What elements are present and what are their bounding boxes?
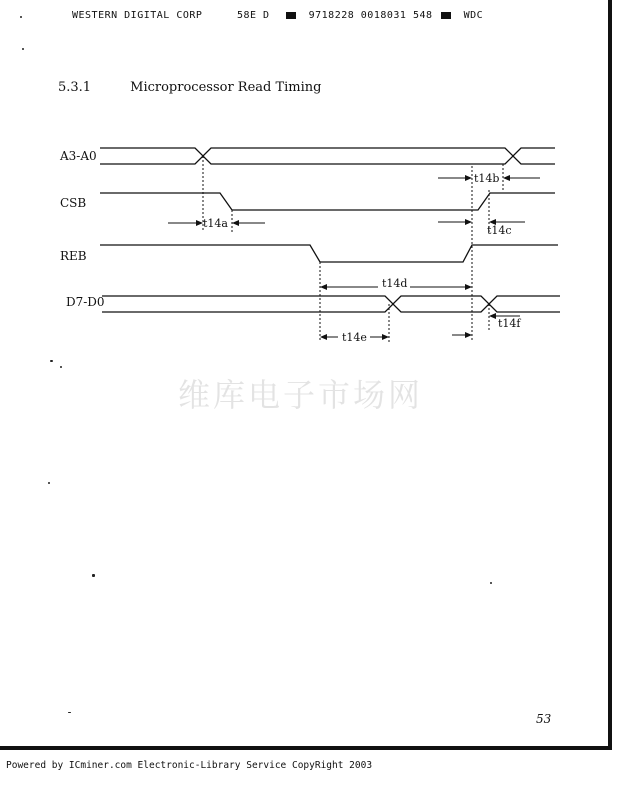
- timing-t14e: [320, 331, 472, 344]
- signal-label-reb: REB: [60, 249, 87, 263]
- scan-speck: [490, 582, 492, 584]
- timing-t14c: [438, 219, 525, 237]
- reference-lines: [203, 156, 503, 342]
- footer-copyright: Powered by ICminer.com Electronic-Library Service CopyRight 2003: [6, 760, 373, 771]
- header-doc-number: 9718228 0018031 548: [308, 10, 433, 21]
- watermark: 维库电子市场网: [178, 376, 424, 414]
- signal-label-csb: CSB: [60, 196, 87, 210]
- signal-label-a3-a0: A3-A0: [60, 149, 97, 163]
- scan-speck: [92, 574, 95, 577]
- signal-label-d7-d0: D7-D0: [66, 295, 105, 309]
- section-heading: [58, 80, 321, 95]
- t14e-label: t14e: [342, 331, 367, 344]
- timing-t14f: [489, 313, 521, 330]
- page-number: 53: [536, 712, 552, 726]
- waveform-csb: [100, 193, 555, 210]
- t14f-label: t14f: [498, 317, 521, 330]
- scan-speck: [68, 712, 71, 713]
- t14d-label: t14d: [382, 277, 408, 290]
- waveform-reb: [100, 245, 558, 262]
- section-number: 5.3.1: [58, 80, 92, 95]
- t14c-label: t14c: [487, 224, 512, 237]
- header-block-mark: [286, 12, 296, 19]
- waveform-a3-a0: [100, 148, 555, 164]
- t14b-label: t14b: [474, 172, 500, 185]
- scan-speck: [22, 48, 24, 50]
- header-block-mark: [441, 12, 451, 19]
- scan-speck: [20, 16, 22, 18]
- header-company: WESTERN DIGITAL CORP: [72, 10, 203, 21]
- scan-speck: [50, 360, 53, 362]
- page-header: [72, 10, 572, 26]
- section-title: Microprocessor Read Timing: [130, 80, 322, 95]
- waveform-d7-d0: [102, 296, 560, 312]
- t14a-label: t14a: [203, 217, 228, 230]
- scan-speck: [48, 482, 50, 484]
- header-suffix: WDC: [463, 10, 484, 21]
- timing-t14d: [320, 277, 472, 290]
- header-code: 58E D: [236, 10, 270, 21]
- timing-t14b: [438, 172, 540, 185]
- scan-speck: [60, 366, 62, 368]
- timing-diagram: [0, 130, 600, 360]
- timing-t14a: [168, 217, 265, 230]
